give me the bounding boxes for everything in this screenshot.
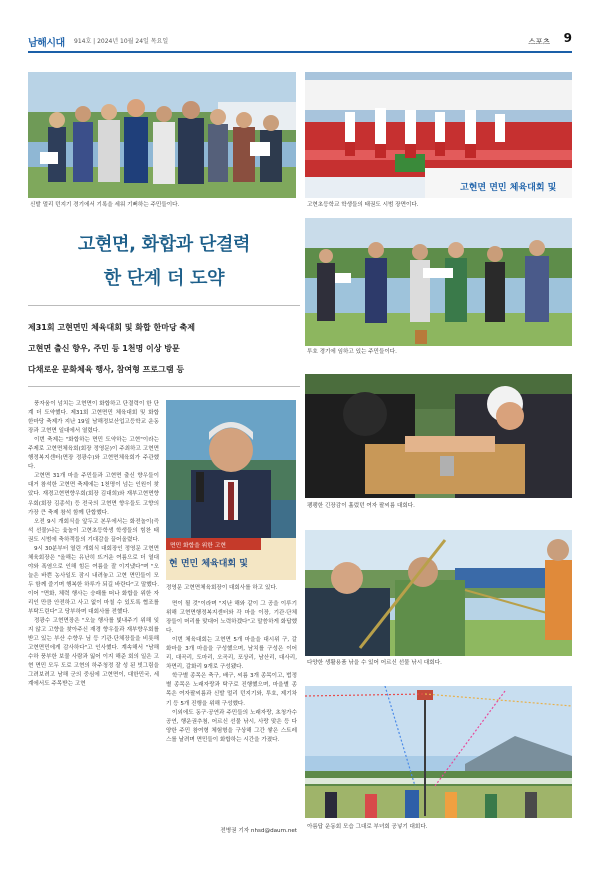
photo-tuho <box>305 218 572 346</box>
article-headline <box>28 230 300 290</box>
headline-line-1: 고현면, 화합과 단결력 <box>77 234 251 255</box>
subhead-3: 다채로운 문화체육 행사, 참여형 프로그램 등 <box>28 365 185 374</box>
page-number: 9 <box>563 31 572 45</box>
body-paragraph: 9시 30분부터 열린 개회식 대회장인 정영문 고현면체육회장은 "올해는 유난히 뜨거운 여름으로 더 열대야와 폭염으로 인해 힘든 여름을 잘 이겨냈다"며 "오늘은 바쁜 농사일도 잠시 내려놓고 고현 면민들이 모두 함께 즐기며 행복한 하루가 되길 바란다"고 말했다. 이어 "면화, 체력 행사는 승패를 떠나 화합을 위한 자리인 만큼 안전하고 사고 없이 마칠 수 있도록 협조를 부탁드린다"고 당부하며 대회사를 전했다. <box>28 545 159 616</box>
header-rule <box>28 51 572 53</box>
body-paragraph: 학구별 종목은 축구, 배구, 씨름 3개 종목이고, 법정별 종목은 노래자랑과 탁구로 진행했으며, 마을별 종목은 여자팔씨름과 신발 멀리 던지기와, 투호, 제기차기 등 5개 진행을 위해 구성했다. <box>166 673 297 707</box>
photo-gift-fishing <box>305 530 572 656</box>
photo-caption-speech: 정영문 고현면체육회장이 대회사를 하고 있다. <box>166 585 278 591</box>
headline-divider <box>28 305 300 306</box>
subhead-divider <box>28 386 300 387</box>
body-paragraph: 풍자움이 넘치는 고현면이 화합하고 단결력이 한 단계 더 도약했다. 제31회 고현면민 체육대회 및 화합 한마당 축제가 지난 19일 남해정보산업고등학교 운동장과 고현면 일대에서 열렸다. <box>28 401 159 435</box>
photo-taekwondo <box>305 72 572 198</box>
banner-main-text: 현 면민 체육대회 및 <box>169 559 248 569</box>
photo-speech <box>166 400 296 580</box>
body-paragraph: 이외에도 동구·공연과 주민들의 노래자랑, 초청가수 공연, 행운권추첨, 어르신 선물 낚시, 사랑 맞은 등 다양한 주민 참여형 체험형을 구상해 그간 쌓은 스트레스를 날려며 면민들이 화합하는 시간을 가졌다. <box>166 709 297 743</box>
article-body-column-2 <box>166 600 297 822</box>
body-paragraph: 오전 9시 개회식을 앞두고 본무에서는 화전놀이(즉석 선물)나는 윷놀이 고현초등학생 학생들의 힘찬 태권도 시범에 축하객들의 기대감을 끌어올렸다. <box>28 518 159 543</box>
subhead-1: 제31회 고현면민 체육대회 및 화합 한마당 축제 <box>28 323 195 332</box>
body-paragraph: 이번 체육대회는 고현면 5개 마을을 대시위 구, 갈화마을 3개 마을을 구성했으며, 남치를 구성은 이어리, 대곡리, 도마리, 오곡리, 포상리, 남산리, 대사리, 차면리, 갈화리 9개로 구성됐다. <box>166 637 297 671</box>
banner-top-text: 면민 화합을 위한 고현 <box>170 543 226 549</box>
taekwondo-banner-text: 고현면 면민 체육대회 및 <box>460 183 557 193</box>
photo-caption-shoe-throw: 신발 멀리 던지기 경기에서 기록을 세워 기뻐하는 주민들이다. <box>30 202 180 208</box>
issue-meta: 914호 | 2024년 10월 24일 목요일 <box>74 38 169 45</box>
article-byline: 전병권 기자 nhsd@daum.net <box>220 828 297 834</box>
subhead-2: 고현면 출신 향우, 주민 등 1천명 이상 방문 <box>28 344 180 353</box>
article-body-column-1 <box>28 400 159 840</box>
photo-caption-gift-fishing: 다양한 생활용품 낚을 수 있어 어르신 선물 낚시 대회다. <box>307 660 442 666</box>
photo-caption-ball-toss: 아름답 운동회 모습 그대로 부녀회 공넣기 대회다. <box>307 824 428 830</box>
photo-caption-taekwondo: 고현초등학교 학생들의 태권도 시범 장면이다. <box>307 202 419 208</box>
photo-caption-arm-wrestling: 팽팽한 긴장감이 흘렀던 여자 팔씨름 대회다. <box>307 503 415 509</box>
section-label: 스포츠 <box>528 37 550 46</box>
body-paragraph: 면이 될 것"이라며 "지난 해와 같이 그 공을 이루기 위해 고현면행정복지센터와 각 마을 이장, 기관·단체장들이 머리를 맞대어 노력하겠다"고 말씀하게 화답했다. <box>166 601 297 635</box>
photo-ball-toss <box>305 686 572 818</box>
headline-line-2: 한 단계 더 도약 <box>103 268 225 289</box>
photo-caption-tuho: 투호 경기에 임하고 있는 주민들이다. <box>307 349 397 355</box>
photo-arm-wrestling <box>305 374 572 498</box>
photo-shoe-throw <box>28 72 296 198</box>
body-paragraph: 이번 축제는 "화합하는 면민 도약하는 고현"이라는 주제로 고현면체육회(회장 정영문)이 주최하고 고현면행정복지센터(면장 정광수)와 고현면체육회가 주관했다. <box>28 437 159 471</box>
page-header <box>28 32 572 50</box>
newspaper-logo: 남해시대 <box>28 38 65 49</box>
body-paragraph: 고현면 31개 마을 주민들과 고현면 출신 향우들이 대거 참석한 고현면 축제에는 1천명이 넘는 인원이 찾았다. 재경고현면향우회(회장 김대희)와 재부고현면향우회(회장 김종석) 등 전국의 고현면 향우들도 고향의 가장 큰 축제 참석 함께 단합했다. <box>28 473 159 516</box>
subheadings <box>28 322 300 385</box>
body-paragraph: 정광수 고현면장은 "오늘 행사를 빛내주기 위해 잊지 않고 고향을 찾아주신 재경 향우들과 재부향우회를 받고 있는 부산 수향우 님 등 기관·단체장들을 비롯해 고현면민에게 감사하다"고 인사했다. 계속해서 "남해 수하 풍부한 보물 사람과 잃어 이지 해준 회의 일은 고현 면민 모두 도로 고현의 하주청정 잘 성 된 빗그림을 그려보려고 남해 군의 중심에 고현면이, 대한민국, 세계에서도 주목받는 고현 <box>28 618 159 688</box>
